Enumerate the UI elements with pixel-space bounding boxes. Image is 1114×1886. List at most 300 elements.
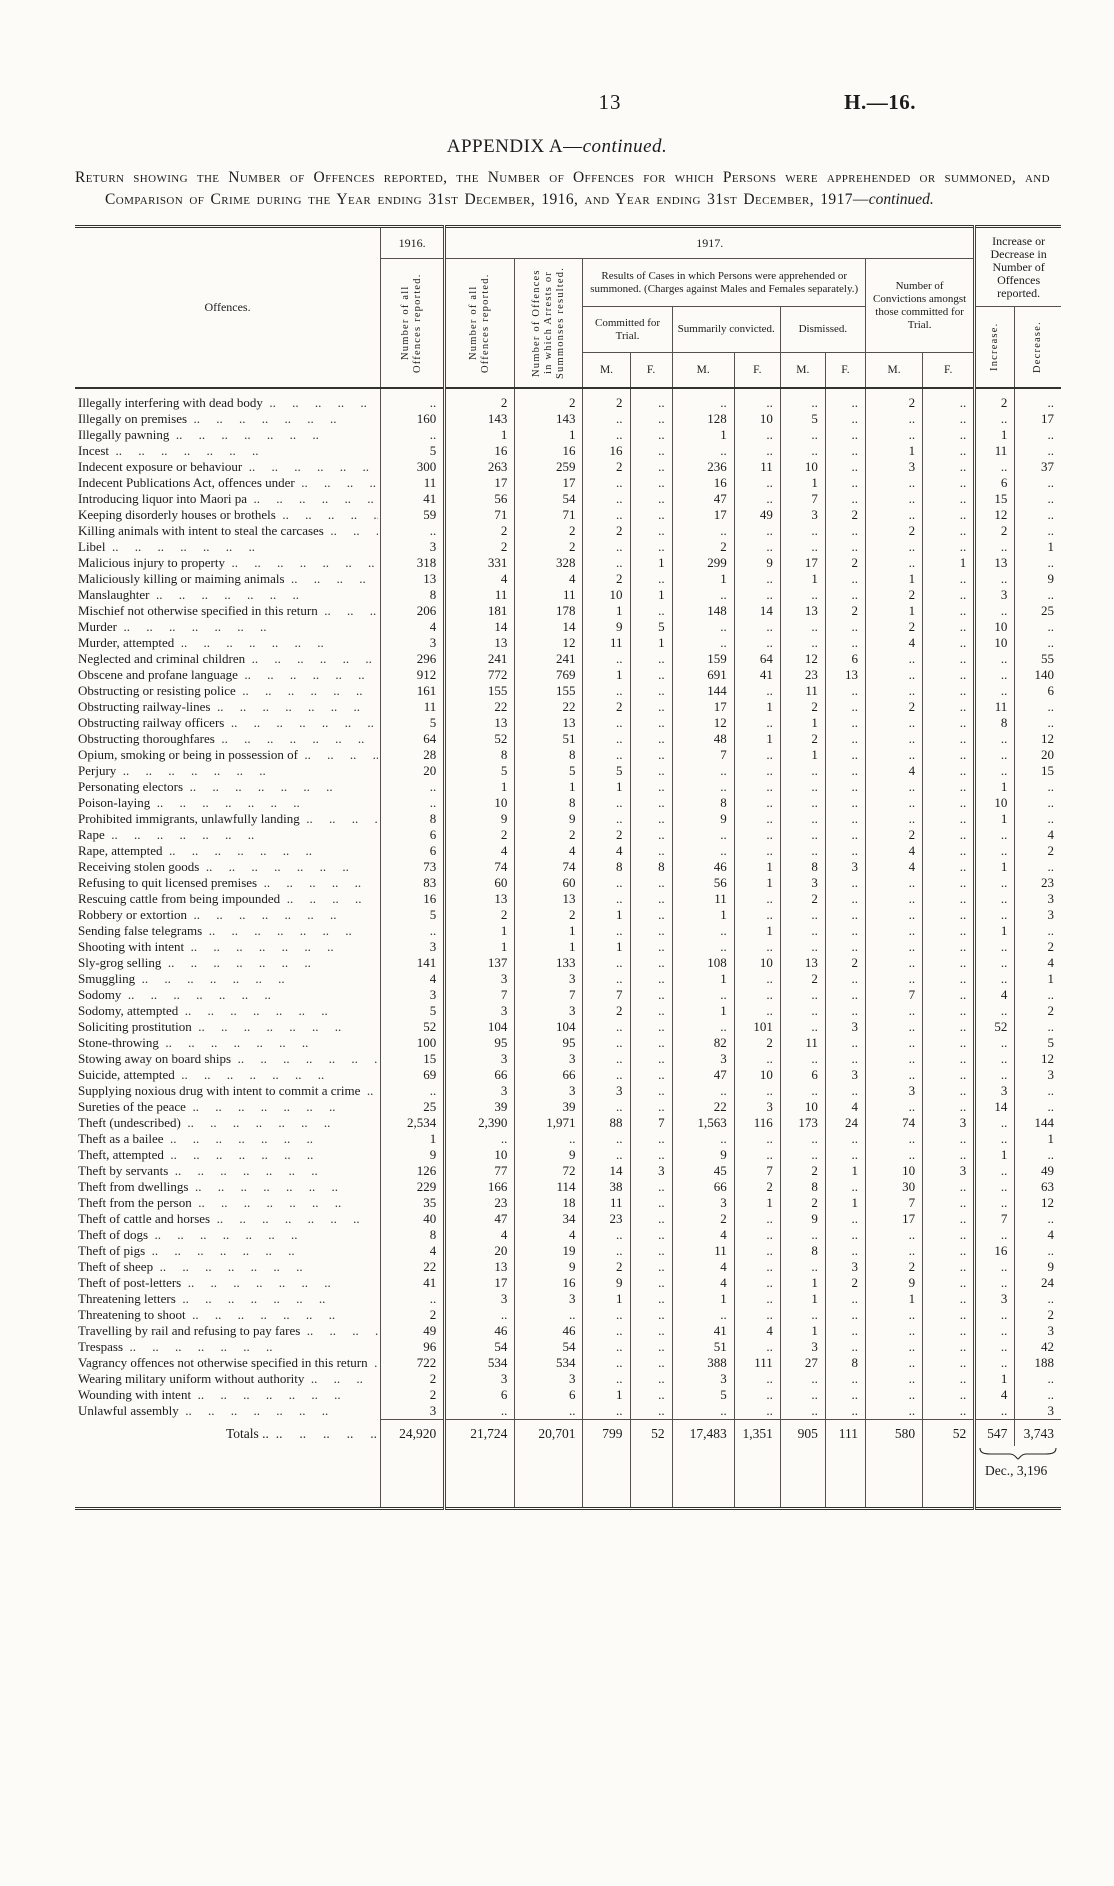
value-cell: 2 xyxy=(780,731,825,747)
value-cell: .. xyxy=(975,683,1015,699)
offence-name-cell xyxy=(75,1275,381,1291)
dot-leader xyxy=(179,1403,378,1419)
value-cell: 4 xyxy=(672,1227,734,1243)
dot-leader xyxy=(247,491,378,507)
dot-leader xyxy=(236,683,378,699)
value-cell: .. xyxy=(923,1051,975,1067)
offence-name-cell xyxy=(75,1403,381,1420)
dot-leader xyxy=(231,1051,378,1067)
value-cell: .. xyxy=(734,795,780,811)
value-cell: .. xyxy=(583,1371,630,1387)
value-cell: .. xyxy=(825,891,865,907)
value-cell: 1 xyxy=(734,1195,780,1211)
value-cell: .. xyxy=(865,955,922,971)
header-convictions-male: M. xyxy=(865,353,922,388)
offence-name: Robbery or extortion xyxy=(78,907,188,922)
value-cell: .. xyxy=(923,715,975,731)
value-cell: .. xyxy=(630,875,672,891)
value-cell: 46 xyxy=(672,859,734,875)
value-cell: 2 xyxy=(381,1387,445,1403)
value-cell: 178 xyxy=(515,603,583,619)
offence-name: Sodomy xyxy=(78,987,122,1002)
value-cell: 8 xyxy=(672,795,734,811)
value-cell: .. xyxy=(630,811,672,827)
value-cell: .. xyxy=(672,587,734,603)
value-cell: .. xyxy=(923,619,975,635)
offence-name: Illegally interfering with dead body xyxy=(78,395,263,410)
offence-name-cell xyxy=(75,635,381,651)
value-cell: .. xyxy=(630,507,672,523)
value-cell: 69 xyxy=(381,1067,445,1083)
value-cell: 11 xyxy=(780,683,825,699)
value-cell: .. xyxy=(630,1099,672,1115)
value-cell: 13 xyxy=(381,571,445,587)
value-cell: 3 xyxy=(672,1051,734,1067)
value-cell: 8 xyxy=(381,811,445,827)
value-cell: 6 xyxy=(381,843,445,859)
value-cell: .. xyxy=(630,923,672,939)
value-cell: 5 xyxy=(583,763,630,779)
value-cell: 328 xyxy=(515,555,583,571)
value-cell: .. xyxy=(923,907,975,923)
value-cell: 6 xyxy=(1015,683,1061,699)
value-cell: .. xyxy=(923,1275,975,1291)
value-cell: .. xyxy=(630,1291,672,1307)
value-cell: 4 xyxy=(975,987,1015,1003)
value-cell: 6 xyxy=(445,1387,515,1403)
offence-name: Sodomy, attempted xyxy=(78,1003,179,1018)
value-cell: 4 xyxy=(515,843,583,859)
value-cell: .. xyxy=(923,731,975,747)
offence-name: Opium, smoking or being in possession of xyxy=(78,747,298,762)
value-cell: 2 xyxy=(583,523,630,539)
value-cell: 4 xyxy=(381,1243,445,1259)
value-cell: 2 xyxy=(825,603,865,619)
value-cell: 4 xyxy=(865,635,922,651)
value-cell: 47 xyxy=(672,491,734,507)
value-cell: 144 xyxy=(672,683,734,699)
value-cell: .. xyxy=(865,1051,922,1067)
header-committed-female: F. xyxy=(630,353,672,388)
value-cell: 39 xyxy=(445,1099,515,1115)
dot-leader xyxy=(135,971,378,987)
value-cell: .. xyxy=(923,1307,975,1323)
offence-name: Indecent Publications Act, offences under xyxy=(78,475,295,490)
value-cell: 140 xyxy=(1015,667,1061,683)
value-cell: 7 xyxy=(630,1115,672,1131)
value-cell: .. xyxy=(923,1291,975,1307)
value-cell: 22 xyxy=(381,1259,445,1275)
value-cell: .. xyxy=(825,1323,865,1339)
value-cell: 7 xyxy=(975,1211,1015,1227)
value-cell: .. xyxy=(583,811,630,827)
value-cell: 5 xyxy=(445,763,515,779)
value-cell: .. xyxy=(1015,523,1061,539)
table-row xyxy=(75,1003,1061,1019)
value-cell: 2 xyxy=(865,523,922,539)
value-cell: .. xyxy=(975,843,1015,859)
value-cell: .. xyxy=(583,1307,630,1323)
value-cell: .. xyxy=(975,1339,1015,1355)
value-cell: .. xyxy=(865,811,922,827)
value-cell: 2 xyxy=(583,571,630,587)
dot-leader xyxy=(295,475,378,491)
value-cell: .. xyxy=(734,843,780,859)
value-cell: .. xyxy=(923,859,975,875)
value-cell: .. xyxy=(865,939,922,955)
value-cell: 13 xyxy=(780,603,825,619)
value-cell: 10 xyxy=(734,1067,780,1083)
value-cell: .. xyxy=(630,955,672,971)
offence-name-cell xyxy=(75,779,381,795)
value-cell: 49 xyxy=(734,507,780,523)
value-cell: .. xyxy=(672,843,734,859)
value-cell: .. xyxy=(923,667,975,683)
value-cell: .. xyxy=(865,427,922,443)
value-cell: 41 xyxy=(381,1275,445,1291)
value-cell: 17 xyxy=(1015,411,1061,427)
value-cell: 905 xyxy=(780,1420,825,1447)
offence-name-cell xyxy=(75,619,381,635)
offence-name: Totals .. xyxy=(226,1425,269,1441)
appendix-title xyxy=(0,136,1114,158)
offence-name-cell xyxy=(75,923,381,939)
offence-name: Theft (undescribed) xyxy=(78,1115,181,1130)
offence-name: Obstructing thoroughfares xyxy=(78,731,215,746)
value-cell: .. xyxy=(630,1003,672,1019)
value-cell: 318 xyxy=(381,555,445,571)
table-row xyxy=(75,1275,1061,1291)
value-cell: 1 xyxy=(515,779,583,795)
table-row xyxy=(75,827,1061,843)
value-cell: 13 xyxy=(515,715,583,731)
value-cell: .. xyxy=(1015,443,1061,459)
value-cell: 56 xyxy=(445,491,515,507)
offence-name: Theft, attempted xyxy=(78,1147,164,1162)
value-cell: .. xyxy=(865,507,922,523)
value-cell: 16 xyxy=(445,443,515,459)
value-cell: 2 xyxy=(1015,939,1061,955)
value-cell: 1 xyxy=(583,667,630,683)
value-cell: 64 xyxy=(381,731,445,747)
value-cell: .. xyxy=(630,1083,672,1099)
value-cell: 3 xyxy=(445,1083,515,1099)
table-row xyxy=(75,1195,1061,1211)
offence-name: Sending false telegrams xyxy=(78,923,203,938)
offence-name: Perjury xyxy=(78,763,117,778)
offence-name-cell xyxy=(75,1115,381,1131)
value-cell: .. xyxy=(630,1035,672,1051)
value-cell: .. xyxy=(975,827,1015,843)
offence-name-cell xyxy=(75,971,381,987)
offence-name: Receiving stolen goods xyxy=(78,859,200,874)
value-cell: 71 xyxy=(445,507,515,523)
offence-name-cell xyxy=(75,651,381,667)
offence-name: Rape, attempted xyxy=(78,843,163,858)
value-cell: 116 xyxy=(734,1115,780,1131)
value-cell: 16 xyxy=(672,475,734,491)
value-cell: 173 xyxy=(780,1115,825,1131)
value-cell: 5 xyxy=(381,907,445,923)
value-cell: 3 xyxy=(780,1339,825,1355)
value-cell: 9 xyxy=(583,619,630,635)
value-cell: .. xyxy=(825,683,865,699)
value-cell: 11 xyxy=(672,891,734,907)
value-cell: 17 xyxy=(672,507,734,523)
value-cell: .. xyxy=(923,875,975,891)
value-cell: .. xyxy=(923,1099,975,1115)
value-cell: .. xyxy=(923,1211,975,1227)
value-cell: 55 xyxy=(1015,651,1061,667)
value-cell: .. xyxy=(865,1403,922,1420)
value-cell: 2 xyxy=(865,587,922,603)
value-cell: 66 xyxy=(515,1067,583,1083)
value-cell: 111 xyxy=(734,1355,780,1371)
value-cell: .. xyxy=(975,971,1015,987)
value-cell: .. xyxy=(923,427,975,443)
value-cell: 10 xyxy=(445,1147,515,1163)
value-cell: .. xyxy=(583,411,630,427)
table-row xyxy=(75,1403,1061,1420)
value-cell: 229 xyxy=(381,1179,445,1195)
value-cell: .. xyxy=(975,955,1015,971)
dot-leader xyxy=(318,603,378,619)
value-cell: .. xyxy=(825,875,865,891)
value-cell: .. xyxy=(515,1131,583,1147)
value-cell: .. xyxy=(825,699,865,715)
table-row xyxy=(75,907,1061,923)
value-cell: .. xyxy=(734,523,780,539)
table-row xyxy=(75,779,1061,795)
value-cell: 1 xyxy=(515,939,583,955)
value-cell: 11 xyxy=(583,635,630,651)
value-cell: 11 xyxy=(515,587,583,603)
value-cell: .. xyxy=(865,491,922,507)
value-cell: .. xyxy=(672,1083,734,1099)
offence-name: Stowing away on board ships xyxy=(78,1051,232,1066)
value-cell: 5 xyxy=(780,411,825,427)
value-cell: .. xyxy=(583,955,630,971)
value-cell: .. xyxy=(865,715,922,731)
value-cell: .. xyxy=(825,491,865,507)
value-cell: .. xyxy=(923,827,975,843)
value-cell: 5 xyxy=(515,763,583,779)
value-cell: 1 xyxy=(672,427,734,443)
value-cell: 2 xyxy=(780,891,825,907)
value-cell: .. xyxy=(630,1259,672,1275)
dot-leader xyxy=(164,1131,379,1147)
value-cell: .. xyxy=(865,1099,922,1115)
value-cell: 59 xyxy=(381,507,445,523)
value-cell: 547 xyxy=(975,1420,1015,1447)
value-cell: .. xyxy=(734,1051,780,1067)
value-cell: .. xyxy=(825,715,865,731)
dot-leader xyxy=(298,747,378,763)
offence-name-cell xyxy=(75,1051,381,1067)
value-cell: .. xyxy=(1015,811,1061,827)
value-cell: .. xyxy=(734,619,780,635)
value-cell: .. xyxy=(923,699,975,715)
table-row xyxy=(75,1115,1061,1131)
offence-name-cell xyxy=(75,443,381,459)
value-cell: .. xyxy=(672,763,734,779)
value-cell: 74 xyxy=(515,859,583,875)
dot-leader xyxy=(285,571,379,587)
value-cell: 1,563 xyxy=(672,1115,734,1131)
value-cell: 7 xyxy=(734,1163,780,1179)
offence-name-cell xyxy=(75,603,381,619)
value-cell: .. xyxy=(825,1371,865,1387)
value-cell: 13 xyxy=(445,1259,515,1275)
value-cell: 3 xyxy=(1015,1323,1061,1339)
offence-name-cell xyxy=(75,1323,381,1339)
value-cell: .. xyxy=(865,923,922,939)
value-cell: 49 xyxy=(1015,1163,1061,1179)
value-cell: .. xyxy=(630,715,672,731)
value-cell: .. xyxy=(865,1147,922,1163)
offence-name: Suicide, attempted xyxy=(78,1067,175,1082)
table-row xyxy=(75,491,1061,507)
value-cell: .. xyxy=(825,1227,865,1243)
value-cell: .. xyxy=(923,843,975,859)
value-cell: .. xyxy=(734,1403,780,1420)
value-cell: .. xyxy=(825,923,865,939)
value-cell: .. xyxy=(1015,795,1061,811)
offence-name: Killing animals with intent to steal the carcases xyxy=(78,523,324,538)
value-cell: .. xyxy=(825,1243,865,1259)
value-cell: 45 xyxy=(672,1163,734,1179)
value-cell: .. xyxy=(1015,987,1061,1003)
value-cell: .. xyxy=(583,1227,630,1243)
value-cell: .. xyxy=(583,1131,630,1147)
value-cell: .. xyxy=(923,1339,975,1355)
value-cell: 11 xyxy=(975,699,1015,715)
value-cell: 1 xyxy=(975,859,1015,875)
value-cell: 1 xyxy=(583,907,630,923)
dot-leader xyxy=(191,1387,378,1403)
value-cell: .. xyxy=(734,635,780,651)
value-cell: 128 xyxy=(672,411,734,427)
value-cell: .. xyxy=(975,603,1015,619)
value-cell: 60 xyxy=(515,875,583,891)
value-cell: 4 xyxy=(672,1275,734,1291)
value-cell: .. xyxy=(734,683,780,699)
value-cell: .. xyxy=(630,683,672,699)
value-cell: 1 xyxy=(672,907,734,923)
value-cell: .. xyxy=(583,1323,630,1339)
value-cell: 60 xyxy=(445,875,515,891)
offence-name-cell xyxy=(75,427,381,443)
offence-name: Theft of sheep xyxy=(78,1259,154,1274)
value-cell: .. xyxy=(1015,555,1061,571)
value-cell: 13 xyxy=(780,955,825,971)
value-cell: 11 xyxy=(780,1035,825,1051)
value-cell: 1 xyxy=(975,779,1015,795)
value-cell: .. xyxy=(923,811,975,827)
table-row xyxy=(75,1067,1061,1083)
value-cell: 4 xyxy=(734,1323,780,1339)
value-cell: 17 xyxy=(780,555,825,571)
value-cell: 14 xyxy=(445,619,515,635)
value-cell: 12 xyxy=(1015,1051,1061,1067)
header-1916-offences-reported: Number of all Offences reported. xyxy=(381,259,445,389)
value-cell: 17 xyxy=(672,699,734,715)
value-cell: 6 xyxy=(975,475,1015,491)
value-cell: .. xyxy=(923,459,975,475)
table-row xyxy=(75,587,1061,603)
value-cell: 4 xyxy=(865,763,922,779)
value-cell: 12 xyxy=(975,507,1015,523)
dot-leader xyxy=(192,1195,378,1211)
value-cell: .. xyxy=(923,683,975,699)
value-cell: 8 xyxy=(780,859,825,875)
value-cell: 2 xyxy=(672,539,734,555)
value-cell: 12 xyxy=(1015,1195,1061,1211)
table-row xyxy=(75,539,1061,555)
value-cell: .. xyxy=(630,1387,672,1403)
value-cell: 7 xyxy=(515,987,583,1003)
value-cell: .. xyxy=(780,1019,825,1035)
value-cell: 4 xyxy=(865,859,922,875)
offence-name: Illegally on premises xyxy=(78,411,188,426)
value-cell: 534 xyxy=(515,1355,583,1371)
dot-leader xyxy=(245,651,378,667)
offence-name: Obstructing or resisting police xyxy=(78,683,236,698)
dot-leader xyxy=(178,1003,378,1019)
dot-leader xyxy=(199,859,378,875)
offence-name: Maliciously killing or maiming animals xyxy=(78,571,285,586)
value-cell: 1 xyxy=(445,779,515,795)
value-cell: 148 xyxy=(672,603,734,619)
value-cell: .. xyxy=(630,667,672,683)
dot-leader xyxy=(149,587,378,603)
value-cell: .. xyxy=(865,651,922,667)
table-row xyxy=(75,843,1061,859)
table-row xyxy=(75,571,1061,587)
header-year-1917: 1917. xyxy=(445,227,975,259)
value-cell: 4 xyxy=(445,843,515,859)
value-cell: 14 xyxy=(975,1099,1015,1115)
value-cell: 9 xyxy=(1015,571,1061,587)
value-cell: 4 xyxy=(515,571,583,587)
value-cell: .. xyxy=(975,747,1015,763)
value-cell: .. xyxy=(923,571,975,587)
value-cell: 63 xyxy=(1015,1179,1061,1195)
value-cell: 4 xyxy=(583,843,630,859)
value-cell: .. xyxy=(825,795,865,811)
value-cell: 1 xyxy=(672,1291,734,1307)
dot-leader xyxy=(186,1307,379,1323)
value-cell: 41 xyxy=(734,667,780,683)
table-row xyxy=(75,1147,1061,1163)
value-cell: 263 xyxy=(445,459,515,475)
dot-leader xyxy=(164,1147,378,1163)
value-cell: 3 xyxy=(975,587,1015,603)
value-cell: 24 xyxy=(1015,1275,1061,1291)
dot-leader xyxy=(161,955,378,971)
offence-name-cell xyxy=(75,987,381,1003)
value-cell: .. xyxy=(865,907,922,923)
value-cell: 114 xyxy=(515,1179,583,1195)
value-cell: 8 xyxy=(515,795,583,811)
value-cell: .. xyxy=(825,411,865,427)
value-cell: .. xyxy=(734,1371,780,1387)
value-cell: 2 xyxy=(865,619,922,635)
value-cell: .. xyxy=(734,987,780,1003)
value-cell: 769 xyxy=(515,667,583,683)
value-cell: 9 xyxy=(445,811,515,827)
table-row xyxy=(75,603,1061,619)
